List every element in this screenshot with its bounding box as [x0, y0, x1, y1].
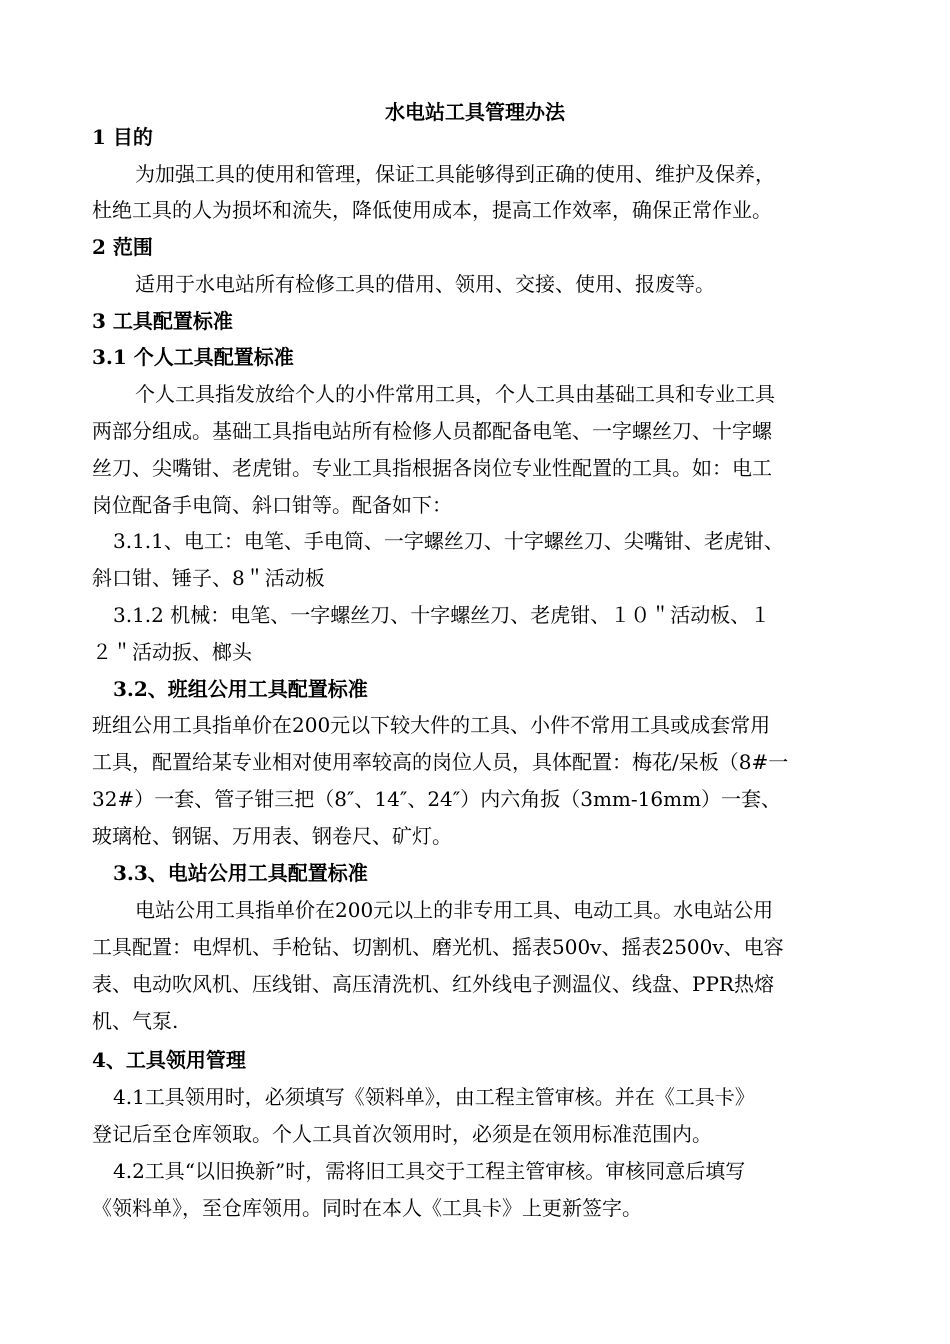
paragraph-line: 适用于水电站所有检修工具的借用、领用、交接、使用、报废等。: [135, 272, 715, 296]
heading-station-tools: 3.3、电站公用工具配置标准: [113, 861, 368, 885]
document-title: 水电站工具管理办法: [385, 100, 565, 124]
paragraph-line: 个人工具指发放给个人的小件常用工具，个人工具由基础工具和专业工具: [135, 382, 775, 406]
paragraph-line: ２＂活动扳、榔头: [92, 640, 252, 664]
paragraph-line: 4.1工具领用时，必须填写《领料单》，由工程主管审核。并在《工具卡》: [113, 1085, 755, 1109]
paragraph-line: 班组公用工具指单价在200元以下较大件的工具、小件不常用工具或成套常用: [92, 713, 771, 737]
paragraph-line: 电站公用工具指单价在200元以上的非专用工具、电动工具。水电站公用: [135, 898, 774, 922]
heading-purpose: 1 目的: [92, 125, 153, 149]
heading-scope: 2 范围: [92, 235, 153, 259]
paragraph-line: 岗位配备手电筒、斜口钳等。配备如下：: [92, 493, 452, 517]
paragraph-line: 玻璃枪、钢锯、万用表、钢卷尺、矿灯。: [92, 824, 452, 848]
paragraph-line: 工具，配置给某专业相对使用率较高的岗位人员，具体配置：梅花/呆板（8#一: [92, 750, 789, 774]
paragraph-line: 4.2工具“以旧换新”时，需将旧工具交于工程主管审核。审核同意后填写: [113, 1159, 746, 1183]
paragraph-line: 丝刀、尖嘴钳、老虎钳。专业工具指根据各岗位专业性配置的工具。如：电工: [92, 456, 772, 480]
heading-tool-standard: 3 工具配置标准: [92, 309, 233, 333]
paragraph-line: 3.1.2 机械：电笔、一字螺丝刀、十字螺丝刀、老虎钳、１０＂活动板、１: [113, 603, 771, 627]
paragraph-line: 斜口钳、锤子、8＂活动板: [92, 566, 325, 590]
heading-personal-tools: 3.1 个人工具配置标准: [92, 345, 294, 369]
paragraph-line: 为加强工具的使用和管理，保证工具能够得到正确的使用、维护及保养，: [135, 162, 775, 186]
paragraph-line: 32#）一套、管子钳三把（8″、14″、24″）内六角扳（3mm-16mm）一套、: [92, 787, 782, 811]
paragraph-line: 表、电动吹风机、压线钳、高压清洗机、红外线电子测温仪、线盘、PPR热熔: [92, 972, 774, 996]
paragraph-line: 两部分组成。基础工具指电站所有检修人员都配备电笔、一字螺丝刀、十字螺: [92, 419, 772, 443]
paragraph-line: 3.1.1、电工：电笔、手电筒、一字螺丝刀、十字螺丝刀、尖嘴钳、老虎钳、: [113, 529, 784, 553]
paragraph-line: 登记后至仓库领取。个人工具首次领用时，必须是在领用标准范围内。: [92, 1122, 712, 1146]
paragraph-line: 工具配置：电焊机、手枪钻、切割机、磨光机、摇表500v、摇表2500v、电容: [92, 935, 784, 959]
heading-team-tools: 3.2、班组公用工具配置标准: [113, 677, 368, 701]
paragraph-line: 《领料单》，至仓库领用。同时在本人《工具卡》上更新签字。: [92, 1196, 642, 1220]
paragraph-line: 机、气泵.: [92, 1009, 179, 1033]
paragraph-line: 杜绝工具的人为损坏和流失，降低使用成本，提高工作效率，确保正常作业。: [92, 198, 772, 222]
heading-tool-issuance: 4、工具领用管理: [92, 1048, 246, 1072]
